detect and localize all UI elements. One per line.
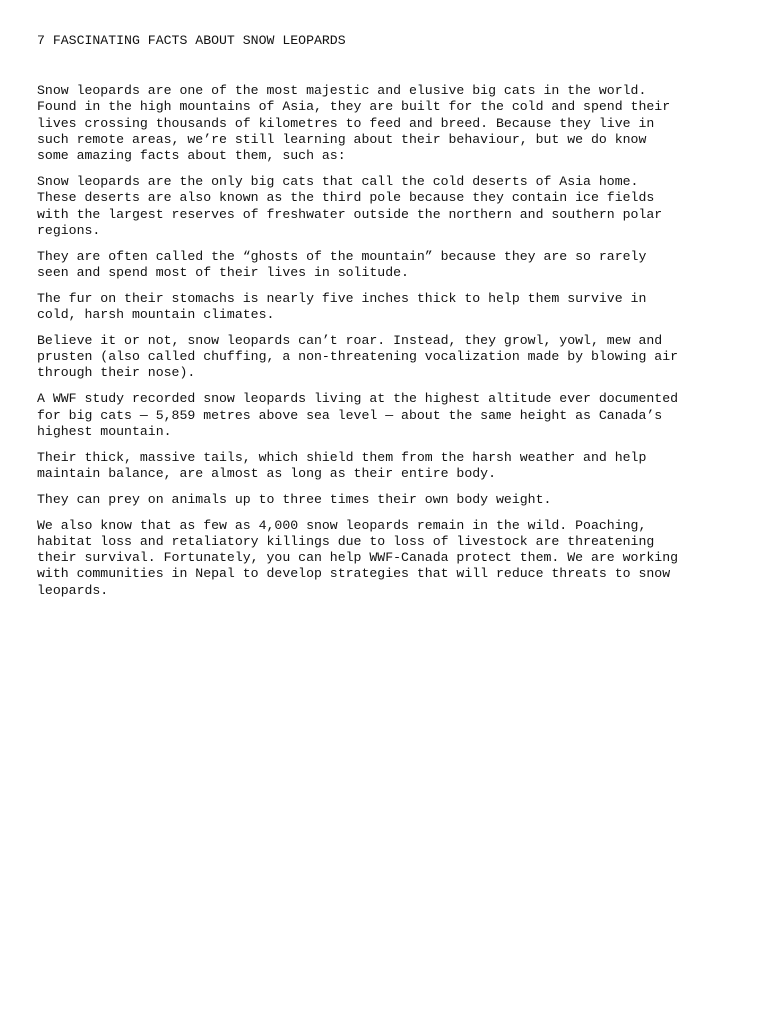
document-title: 7 FASCINATING FACTS ABOUT SNOW LEOPARDS (37, 33, 346, 48)
intro-paragraph: Snow leopards are one of the most majestic and elusive big cats in the world. Found in the high mountains of Asia, they are built for the cold and spend their lives crossing thousands of kilometres to feed and breed. Because they live in such remote areas, we’re still learning about their behaviour, but we do know some amazing facts about them, such as: (37, 83, 671, 164)
closing-paragraph: We also know that as few as 4,000 snow leopards remain in the wild. Poaching, habitat loss and retaliatory killings due to loss of livestock are threatening their survival. Fortunately, you can help WWF-Canada protect them. We are working with communities in Nepal to develop strategies that will reduce threats to snow leopards. (37, 517, 679, 598)
fact-paragraph-roar: Believe it or not, snow leopards can’t roar. Instead, they growl, yowl, mew and prusten (also called chuffing, a non-threatening vocalization made by blowing air through their nose). (37, 332, 679, 381)
fact-paragraph-tails: Their thick, massive tails, which shield them from the harsh weather and help maintain balance, are almost as long as their entire body. (37, 449, 647, 481)
fact-paragraph-prey: They can prey on animals up to three times their own body weight. (37, 491, 552, 507)
fact-paragraph-ghosts: They are often called the “ghosts of the mountain” because they are so rarely seen and spend most of their lives in solitude. (37, 248, 647, 280)
fact-paragraph-altitude: A WWF study recorded snow leopards living at the highest altitude ever documented for big cats — 5,859 metres above sea level — about the same height as Canada’s highest mountain. (37, 391, 679, 439)
fact-paragraph-cold-deserts: Snow leopards are the only big cats that call the cold deserts of Asia home. These deserts are also known as the third pole because they contain ice fields with the largest reserves of freshwater outside the northern and southern polar regions. (37, 173, 663, 238)
fact-paragraph-fur: The fur on their stomachs is nearly five inches thick to help them survive in cold, harsh mountain climates. (37, 290, 647, 323)
document-page (37, 30, 737, 609)
